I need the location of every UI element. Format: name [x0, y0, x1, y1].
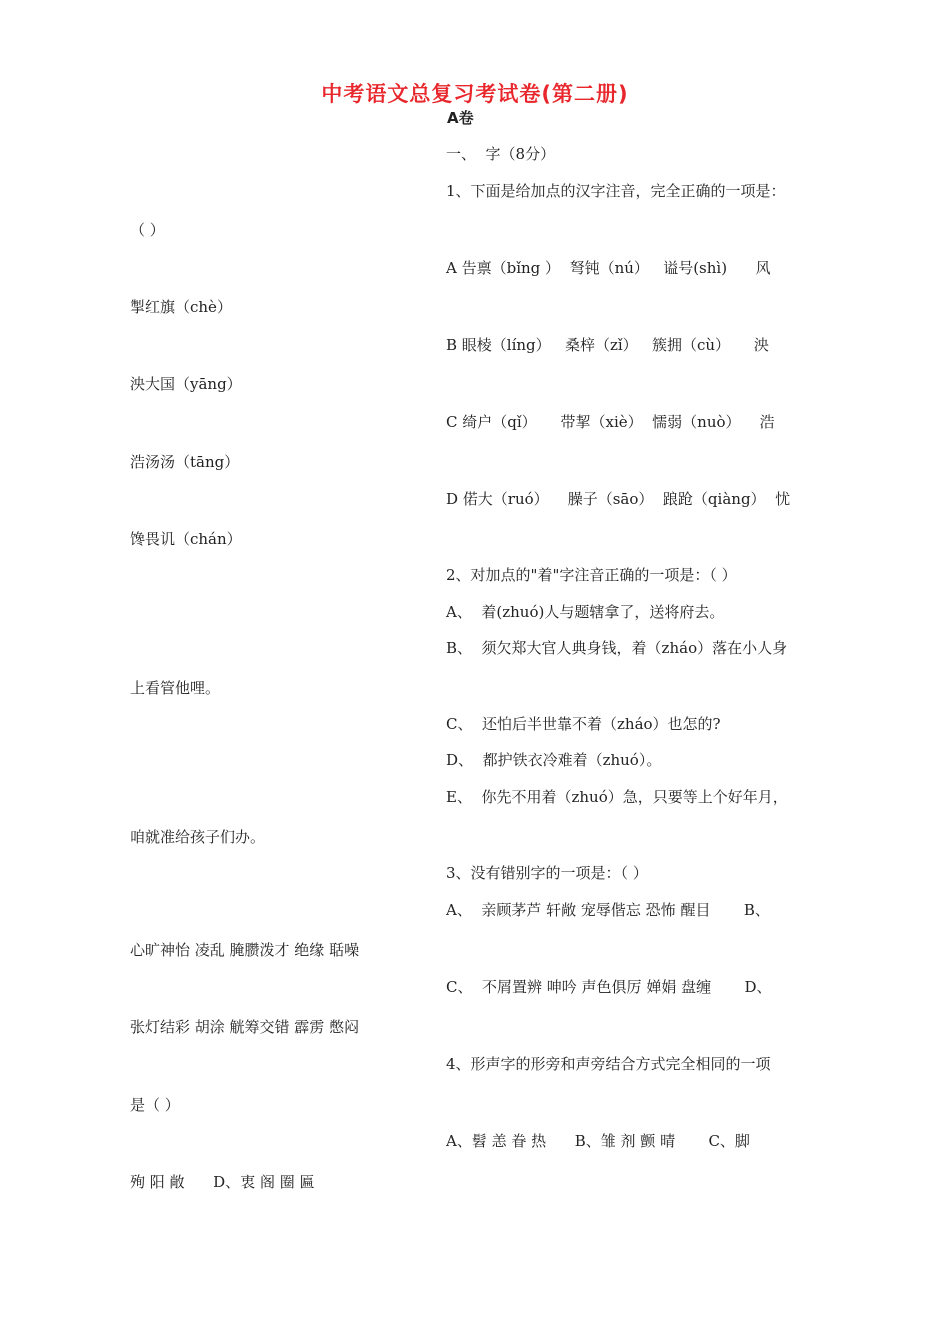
question-2-stem: 2、对加点的"着"字注音正确的一项是：（ ） — [446, 566, 737, 584]
question-1-option-c-cont: 浩汤汤（tāng） — [130, 453, 240, 471]
question-1-option-c: C 绮户（qǐ） 带挈（xiè） 懦弱（nuò） 浩 — [446, 413, 775, 431]
question-2-option-a: A、 着(zhuó)人与题辖拿了，送将府去。 — [446, 603, 725, 621]
question-2-option-c: C、 还怕后半世靠不着（zháo）也怎的? — [446, 715, 721, 733]
question-2-option-b-cont: 上看管他哩。 — [130, 679, 221, 697]
question-4-stem-cont: 是（ ） — [130, 1096, 180, 1114]
question-3-stem: 3、没有错别字的一项是：（ ） — [446, 864, 648, 882]
question-1-option-a-cont: 掣红旗（chè） — [130, 298, 232, 316]
question-3-option-b: 心旷神怡 凌乱 腌臜泼才 绝缘 聒噪 — [130, 941, 360, 959]
question-3-option-c: C、 不屑置辨 呻吟 声色俱厉 婵娟 盘缠 D、 — [446, 978, 772, 996]
question-1-option-d-cont: 馋畏讥（chán） — [130, 530, 242, 548]
question-4-options: A、髫 恙 眷 热 B、雏 剂 颤 晴 C、脚 — [446, 1132, 750, 1150]
question-2-option-d: D、 都护铁衣冷难着（zhuó）。 — [446, 751, 662, 769]
question-1-stem-cont: （ ） — [130, 221, 165, 239]
question-4-stem: 4、形声字的形旁和声旁结合方式完全相同的一项 — [446, 1055, 771, 1073]
question-1-option-d: D 偌大（ruó） 臊子（sāo） 踉跄（qiàng） 忧 — [446, 490, 791, 508]
question-1-stem: 1、下面是给加点的汉字注音，完全正确的一项是： — [446, 182, 786, 200]
question-3-option-d: 张灯结彩 胡涂 觥筹交错 霹雳 憋闷 — [130, 1018, 360, 1036]
exam-subtitle: A卷 — [447, 109, 474, 127]
question-2-option-b: B、 须欠郑大官人典身钱，着（zháo）落在小人身 — [446, 639, 788, 657]
exam-title: 中考语文总复习考试卷(第二册) — [321, 82, 629, 106]
question-1-option-b: B 眼棱（líng） 桑梓（zǐ） 簇拥（cù） 泱 — [446, 336, 769, 354]
question-3-option-a: A、 亲顾茅芦 轩敞 宠辱偕忘 恐怖 醒目 B、 — [446, 901, 770, 919]
section-heading: 一、 字（8分） — [446, 145, 556, 163]
question-2-option-e: E、 你先不用着（zhuó）急，只要等上个好年月， — [446, 788, 788, 806]
question-2-option-e-cont: 咱就准给孩子们办。 — [130, 828, 266, 846]
question-1-option-b-cont: 泱大国（yāng） — [130, 375, 242, 393]
question-4-options-cont: 殉 阳 敞 D、衷 阁 圈 匾 — [130, 1173, 315, 1191]
question-1-option-a: A 告禀（bǐng ） 弩钝（nú） 谥号(shì) 风 — [446, 259, 771, 277]
